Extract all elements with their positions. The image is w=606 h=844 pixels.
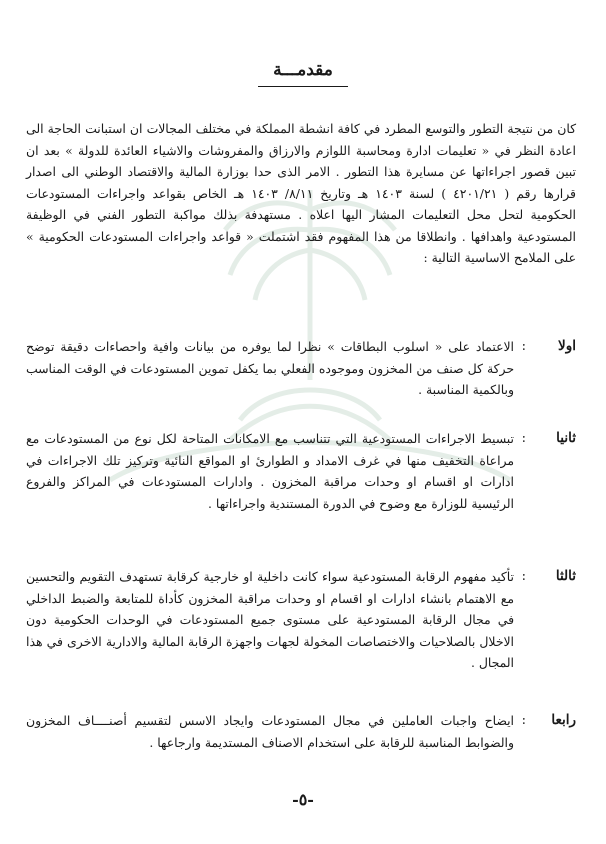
intro-paragraph: كان من نتيجة التطور والتوسع المطرد في كافة انشطة المملكة في مختلف المجالات ان استبانت الحاجة الى اعادة النظر في « تعليمات ادارة ومحاسبة اللوازم والارزاق والمفروشات والاشياء العائدة للدولة » بعد ان تبين قصور اجراءاتها عن مسايرة هذا التطور . الامر الذى حدا بوزارة المالية والاقتصاد الوطني الى اصدار قرارها رقم ( ٤٢٠١/٢١ ) لسنة ١٤٠٣ هـ وتاريخ ٨/١١/ ١٤٠٣ هـ الخاص بقواعد واجراءات المستودعات الحكومية لتحل محل التعليمات المشار اليها اعلاه . مستهدفة بذلك مواكبة التطور الفني في الوظيفة المستودعية واهدافها . وانطلاقا من هذا المفهوم فقد اشتملت « قواعد واجراءات المستودعات الحكومية » على الملامح الاساسية التالية : xyxy=(26,121,576,265)
page-number: -٥- xyxy=(292,790,314,809)
item-text: ايضاح واجبات العاملين في مجال المستودعات وايجاد الاسس لتقسيم أصنــــاف المخزون والضوابط المناسبة للرقابة على استخدام الاصناف المستديمة وارجاعها . xyxy=(26,713,514,750)
title-underline xyxy=(258,86,348,87)
item-text: تبسيط الاجراءات المستودعية التي تتناسب مع الامكانات المتاحة لكل نوع من المستودعات مع مراعاة التخفيف منها في غرف الامداد و الطوارئ او المواقع النائية وتركيز تلك الاجراءات في ادارات او اقسام او وحدات مراقبة المخزون . وادارات المستودعات في المراكز والفروع الرئيسية للوزارة مع وضوح في الدورة المستندية واجراءاتها . xyxy=(26,431,514,511)
item-label: ثالثا xyxy=(555,568,576,584)
list-item-first xyxy=(26,336,576,401)
item-colon: : xyxy=(521,431,526,446)
list-item-third xyxy=(26,566,576,674)
list-item-fourth xyxy=(26,710,576,753)
item-label: اولا xyxy=(558,338,576,354)
item-colon: : xyxy=(521,339,526,354)
item-colon: : xyxy=(521,569,526,584)
item-label: ثانيا xyxy=(556,430,576,446)
item-colon: : xyxy=(521,713,526,728)
list-item-second xyxy=(26,428,576,514)
page-title: مقدمـــة xyxy=(273,60,333,80)
item-text: الاعتماد على « اسلوب البطاقات » نظرا لما يوفره من بيانات وافية واحصاءات دقيقة توضح حركة كل صنف من المخزون وموجوده الفعلي بما يكفل تموين المستودعات في الوقت المناسب وبالكمية المناسبة . xyxy=(26,339,514,397)
item-label: رابعا xyxy=(551,712,576,728)
item-text: تأكيد مفهوم الرقابة المستودعية سواء كانت داخلية او خارجية كرقابة تستهدف التقويم والتحسين مع الاهتمام بانشاء ادارات او اقسام او وحدات مراقبة المخزون كأداة للمتابعة والضبط الداخلي في مجال الرقابة المستودعية على مستوى جميع المستودعات في الوحدات الحكومية دون الاخلال بالصلاحيات والاختصاصات المخولة لجهات واجهزة الرقابة المالية والادارية الاخرى في هذا المجال . xyxy=(26,569,514,670)
